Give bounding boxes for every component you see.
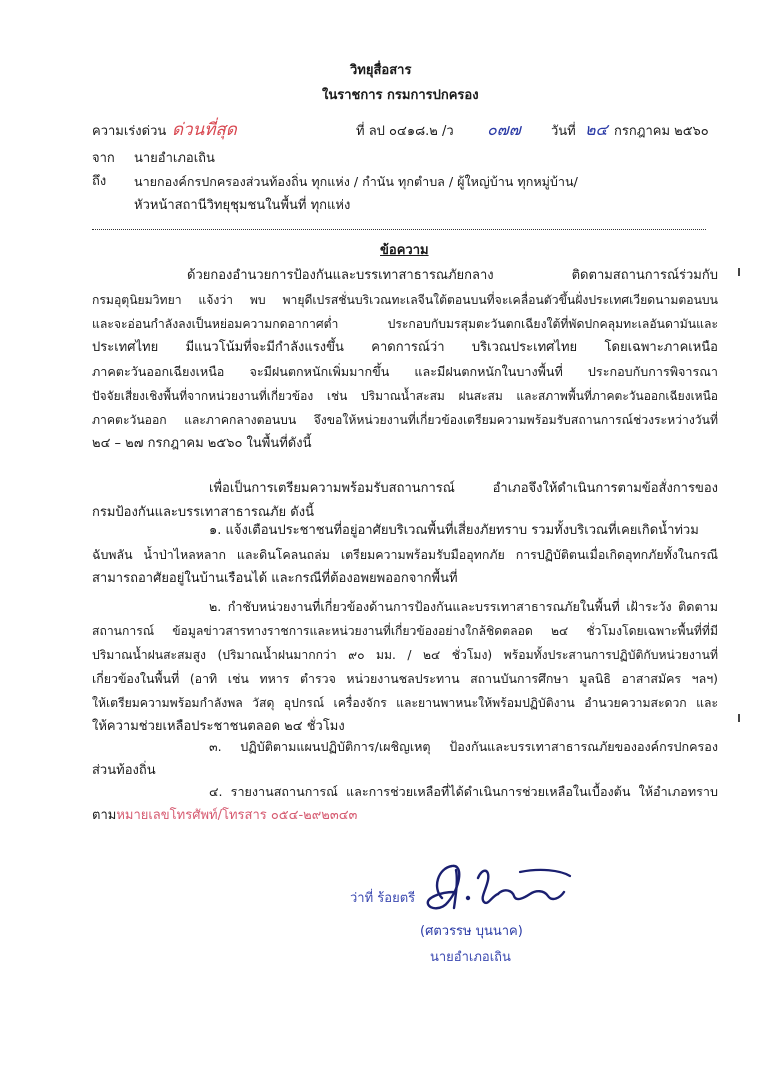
signature-prefix: ว่าที่ ร้อยตรี [350,891,416,906]
to-line1: นายกองค์กรปกครองส่วนท้องถิ่น ทุกแห่ง / กำนัน ทุกตำบล / ผู้ใหญ่บ้าน ทุกหมู่บ้าน/ [134,174,578,189]
paragraph-line: ให้ความช่วยเหลือประชาชนตลอด ๒๔ ชั่วโมง [92,719,345,734]
paragraph-line: ด้วยกองอำนวยการป้องกันและบรรเทาสาธารณภัยกลาง ติดตามสถานการณ์ร่วมกับ [187,268,718,283]
urgency-label: ความเร่งด่วน [92,124,167,139]
header-line1: วิทยุสื่อสาร [350,63,412,78]
signer-position: นายอำเภอเถิน [430,950,511,965]
doc-no-value: ๐๗๗ [487,120,521,139]
paragraph-line: ฉับพลัน น้ำป่าไหลหลาก และดินโคลนถล่ม เตรียมความพร้อมรับมืออุทกภัย การปฏิบัติตนเมื่อเกิดอุทกภัยทั้งในกรณี [92,547,718,562]
date-rest: กรกฎาคม ๒๕๖๐ [614,124,709,139]
paragraph-line: และจะอ่อนกำลังลงเป็นหย่อมความกดอากาศต่ำ ประกอบกับมรสุมตะวันตกเฉียงใต้ที่พัดปกคลุมทะเลอันดามันและ [92,317,718,331]
paragraph-line: เพื่อเป็นการเตรียมความพร้อมรับสถานการณ์ อำเภอจึงให้ดำเนินการตามข้อสั่งการของ [209,481,718,496]
date-day: ๒๔ [585,120,608,139]
paragraph-line: ๒. กำชับหน่วยงานที่เกี่ยวข้องด้านการป้องกันและบรรเทาสาธารณภัยในพื้นที่ เฝ้าระวัง ติดตาม [209,599,718,614]
paragraph-line: ๑. แจ้งเตือนประชาชนที่อยู่อาศัยบริเวณพื้นที่เสี่ยงภัยทราบ รวมทั้งบริเวณที่เคยเกิดน้ำท่วม [209,523,699,538]
paragraph-line: ประเทศไทย มีแนวโน้มที่จะมีกำลังแรงขึ้น คาดการณ์ว่า บริเวณประเทศไทย โดยเฉพาะภาคเหนือ [92,340,718,355]
paragraph-line: ๓. ปฏิบัติตามแผนปฏิบัติการ/เผชิญเหตุ ป้องกันและบรรเทาสาธารณภัยขององค์กรปกครอง [209,739,718,754]
header-line2: ในราชการ กรมการปกครอง [322,88,479,103]
paragraph-line: เกี่ยวข้องในพื้นที่ (อาทิ เช่น ทหาร ตำรวจ หน่วยงานชลประทาน สถานบันการศึกษา มูลนิธิ อาสาสมัคร ฯลฯ) [92,671,718,686]
list-item-4 [92,780,718,828]
signer-name: (ศตวรรษ บุนนาค) [420,924,523,939]
date-label: วันที่ [551,124,576,139]
paragraph-line: ๒๔ – ๒๗ กรกฎาคม ๒๕๖๐ ในพื้นที่ดังนี้ [92,436,312,451]
list-item-2 [92,595,718,739]
list-item-3 [92,735,718,783]
from-value: นายอำเภอเถิน [134,151,215,166]
separator-dotted-line [92,229,706,230]
paragraph-line: ๔. รายงานสถานการณ์ และการช่วยเหลือที่ได้ดำเนินการช่วยเหลือในเบื้องต้น ให้อำเภอทราบ [209,784,718,799]
from-label: จาก [92,151,115,166]
paragraph-line: สามารถอาศัยอยู่ในบ้านเรือนได้ และกรณีที่ต้องอพยพออกจากพื้นที่ [92,571,458,586]
paragraph-line: ภาคตะวันออกเฉียงเหนือ จะมีฝนตกหนักเพิ่มมากขึ้น และมีฝนตกหนักในบางพื้นที่ ประกอบกับการพิจารณา [92,364,718,379]
section-title: ข้อความ [380,243,429,258]
paragraph-2 [92,477,718,525]
list-item-1 [92,519,718,591]
paragraph-line: สถานการณ์ ข้อมูลข่าวสารทางราชการและหน่วยงานที่เกี่ยวข้องอย่างใกล้ชิดตลอด ๒๔ ชั่วโมงโดยเฉพาะพื้นที่ที่มี [92,624,718,638]
contact-phone-fax: หมายเลขโทรศัพท์/โทรสาร ๐๕๔-๒๙๒๓๔๓ [116,808,358,823]
doc-no-label: ที่ ลป ๐๔๑๘.๒ /ว [356,124,454,139]
paragraph-line: ปัจจัยเสี่ยงเชิงพื้นที่จากหน่วยงานที่เกี่ยวข้อง เช่น ปริมาณน้ำสะสม ฝนสะสม และสภาพพื้นที่ภาคตะวันออกเฉียงเหนือ [92,389,718,403]
paragraph-line: ให้เตรียมความพร้อมกำลังพล วัสดุ อุปกรณ์ เครื่องจักร และยานพาหนะให้พร้อมปฏิบัติงาน อำนวยความสะดวก และ [92,696,718,710]
paragraph-line: ภาคตะวันออก และภาคกลางตอนบน จึงขอให้หน่วยงานที่เกี่ยวข้องเตรียมความพร้อมรับสถานการณ์ช่วงระหว่างวันที่ [92,413,718,427]
paragraph-line: ปริมาณน้ำฝนสะสมสูง (ปริมาณน้ำฝนมากกว่า ๙๐ มม. / ๒๔ ชั่วโมง) พร้อมทั้งประสานการปฏิบัติกับหน่วยงานที่ [92,648,718,662]
paragraph-line: กรมอุตุนิยมวิทยา แจ้งว่า พบ พายุดีเปรสชั่นบริเวณทะเลจีนใต้ตอนบนที่จะเคลื่อนตัวขึ้นฝั่งประเทศเวียดนามตอนบน [92,293,718,307]
to-line2: หัวหน้าสถานีวิทยุชุมชนในพื้นที่ ทุกแห่ง [134,198,351,213]
paragraph-line: กรมป้องกันและบรรเทาสาธารณภัย ดังนี้ [92,505,314,520]
contact-prefix: ตาม [92,808,117,823]
urgency-value: ด่วนที่สุด [172,120,237,140]
signature-image [420,858,590,920]
paragraph-line [92,804,718,828]
paragraph-1 [92,264,718,456]
to-label: ถึง [92,174,107,189]
margin-mark [738,268,740,276]
paragraph-line: ส่วนท้องถิ่น [92,763,156,778]
margin-mark [738,714,740,722]
